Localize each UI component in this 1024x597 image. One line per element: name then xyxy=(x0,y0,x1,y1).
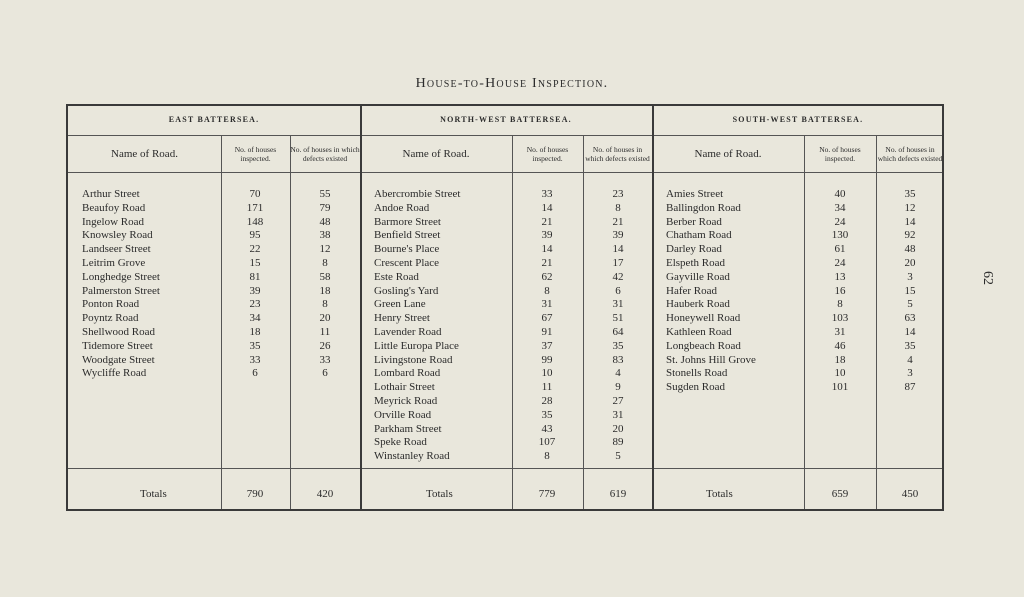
houses-inspected-value: 148 xyxy=(246,215,264,228)
column-header-road: Name of Road. xyxy=(111,147,178,160)
houses-inspected-value: 107 xyxy=(538,436,556,449)
houses-inspected-value: 130 xyxy=(831,229,849,242)
houses-inspected-value: 39 xyxy=(541,229,553,242)
houses-defects-value: 31 xyxy=(612,408,624,421)
houses-defects-value: 5 xyxy=(907,298,913,311)
road-name: Speke Road xyxy=(374,436,427,449)
houses-inspected-value: 99 xyxy=(541,353,553,366)
totals-label: Totals xyxy=(140,488,167,500)
table-row xyxy=(68,243,944,256)
houses-inspected-value: 95 xyxy=(249,229,261,242)
houses-defects-value: 35 xyxy=(904,188,916,200)
houses-inspected-value: 14 xyxy=(541,243,553,256)
table-row xyxy=(68,188,944,201)
table-row xyxy=(68,229,944,242)
road-name: Leitrim Grove xyxy=(82,257,146,269)
houses-inspected-value: 24 xyxy=(834,215,846,228)
houses-inspected-value: 15 xyxy=(249,257,261,269)
road-name: Longbeach Road xyxy=(666,339,741,352)
road-name: Orville Road xyxy=(374,408,432,421)
houses-defects-value: 39 xyxy=(612,229,624,242)
column-header-inspected: No. of houses inspected. xyxy=(819,144,861,163)
houses-inspected-value: 22 xyxy=(249,243,261,256)
road-name: Bourne's Place xyxy=(374,243,440,256)
road-name: Chatham Road xyxy=(666,229,732,242)
road-name: Lothair Street xyxy=(374,381,435,394)
houses-inspected-value: 13 xyxy=(834,270,846,283)
houses-inspected-value: 34 xyxy=(834,201,846,214)
road-name: Benfield Street xyxy=(374,229,441,242)
road-name: Lavender Road xyxy=(374,326,442,338)
houses-inspected-value: 33 xyxy=(541,188,553,200)
houses-inspected-value: 171 xyxy=(246,201,264,214)
road-name: Gayville Road xyxy=(666,270,730,283)
houses-defects-value: 21 xyxy=(612,215,624,228)
houses-defects-value: 27 xyxy=(612,395,624,407)
houses-inspected-value: 10 xyxy=(834,367,846,380)
houses-inspected-value: 91 xyxy=(541,326,553,338)
table-row xyxy=(68,202,944,215)
houses-defects-value: 23 xyxy=(612,188,624,200)
road-name: Woodgate Street xyxy=(82,353,155,366)
houses-defects-value: 83 xyxy=(612,353,624,366)
page-title: House-to-House Inspection. xyxy=(415,76,609,91)
houses-defects-value: 51 xyxy=(612,312,624,325)
houses-defects-value: 20 xyxy=(612,422,624,435)
houses-defects-value: 6 xyxy=(615,284,621,297)
road-name: Landseer Street xyxy=(82,243,151,256)
section-heading-south-west: SOUTH-WEST BATTERSEA. xyxy=(732,115,864,124)
houses-defects-value: 8 xyxy=(322,257,328,269)
houses-defects-value: 14 xyxy=(612,243,624,256)
houses-inspected-value: 67 xyxy=(541,312,553,325)
houses-inspected-value: 21 xyxy=(541,215,553,228)
houses-defects-value: 3 xyxy=(907,270,913,283)
houses-inspected-value: 34 xyxy=(249,312,261,325)
totals-label: Totals xyxy=(426,488,453,500)
road-name: Hafer Road xyxy=(666,284,718,297)
road-name: Andoe Road xyxy=(374,201,430,214)
houses-inspected-value: 8 xyxy=(544,284,550,297)
houses-defects-value: 18 xyxy=(319,284,331,297)
houses-defects-value: 8 xyxy=(322,298,328,311)
houses-inspected-value: 11 xyxy=(541,381,553,394)
houses-defects-value: 55 xyxy=(319,188,331,200)
road-name: Elspeth Road xyxy=(666,257,725,269)
road-name: Ponton Road xyxy=(82,298,140,311)
road-name: Sugden Road xyxy=(666,381,725,394)
houses-defects-value: 31 xyxy=(612,298,624,311)
houses-inspected-value: 24 xyxy=(834,257,846,269)
road-name: Arthur Street xyxy=(82,188,140,200)
section-heading-north-west: NORTH-WEST BATTERSEA. xyxy=(440,115,572,124)
houses-defects-value: 58 xyxy=(319,270,331,283)
houses-inspected-value: 31 xyxy=(834,326,846,338)
road-name: Darley Road xyxy=(666,243,722,256)
road-name: Barmore Street xyxy=(374,215,441,228)
houses-defects-value: 6 xyxy=(322,367,328,380)
totals-inspected: 790 xyxy=(246,488,264,500)
totals-label: Totals xyxy=(706,488,733,500)
houses-defects-value: 12 xyxy=(319,243,331,256)
road-name: Beaufoy Road xyxy=(82,201,146,214)
table-row xyxy=(68,395,944,408)
table-row xyxy=(68,354,944,367)
houses-inspected-value: 23 xyxy=(249,298,261,311)
road-name: Hauberk Road xyxy=(666,298,730,311)
houses-inspected-value: 103 xyxy=(831,312,849,325)
houses-inspected-value: 6 xyxy=(252,367,258,380)
road-name: Winstanley Road xyxy=(374,450,450,463)
houses-defects-value: 48 xyxy=(319,215,331,228)
road-name: Abercrombie Street xyxy=(374,188,461,200)
houses-defects-value: 92 xyxy=(904,229,916,242)
road-name: Knowsley Road xyxy=(82,229,153,242)
table-row xyxy=(68,326,944,339)
houses-inspected-value: 61 xyxy=(834,243,846,256)
road-name: Amies Street xyxy=(666,188,724,200)
houses-inspected-value: 14 xyxy=(541,201,553,214)
totals-defects: 619 xyxy=(609,488,627,500)
houses-defects-value: 35 xyxy=(904,339,916,352)
table-row xyxy=(68,271,944,284)
houses-defects-value: 20 xyxy=(319,312,331,325)
road-name: Poyntz Road xyxy=(82,312,139,325)
column-header-road: Name of Road. xyxy=(694,147,762,160)
houses-inspected-value: 101 xyxy=(831,381,849,394)
totals-inspected: 659 xyxy=(831,488,849,500)
column-header-inspected: No. of houses inspected. xyxy=(234,144,277,163)
road-name: Palmerston Street xyxy=(82,284,160,297)
column-head-divider xyxy=(68,172,942,173)
road-name: Green Lane xyxy=(374,298,426,311)
road-name: Little Europa Place xyxy=(374,339,459,352)
inspection-table xyxy=(66,104,944,511)
column-header-inspected: No. of houses inspected. xyxy=(526,144,569,163)
houses-inspected-value: 21 xyxy=(541,257,553,269)
houses-inspected-value: 8 xyxy=(837,298,843,311)
houses-defects-value: 4 xyxy=(907,353,913,366)
houses-inspected-value: 46 xyxy=(834,339,846,352)
houses-defects-value: 15 xyxy=(904,284,916,297)
houses-defects-value: 87 xyxy=(904,381,916,394)
houses-defects-value: 64 xyxy=(612,326,624,338)
table-row xyxy=(68,312,944,325)
section-heading-east: EAST BATTERSEA. xyxy=(168,115,260,124)
houses-inspected-value: 28 xyxy=(541,395,553,407)
column-header-defects: No. of houses in which defects existed xyxy=(585,144,650,163)
table-row xyxy=(68,298,944,311)
road-name: Ingelow Road xyxy=(82,215,145,228)
houses-defects-value: 20 xyxy=(904,257,916,269)
road-name: Honeywell Road xyxy=(666,312,741,325)
houses-defects-value: 42 xyxy=(612,270,624,283)
houses-defects-value: 14 xyxy=(904,326,916,338)
houses-defects-value: 38 xyxy=(319,229,331,242)
houses-inspected-value: 37 xyxy=(541,339,553,352)
houses-defects-value: 9 xyxy=(615,381,621,394)
houses-defects-value: 89 xyxy=(612,436,624,449)
houses-defects-value: 26 xyxy=(319,339,331,352)
road-name: Livingstone Road xyxy=(374,353,453,366)
road-name: Stonells Road xyxy=(666,367,728,380)
houses-inspected-value: 16 xyxy=(834,284,846,297)
column-header-defects: No. of houses in which defects existed xyxy=(877,144,943,163)
houses-defects-value: 11 xyxy=(319,326,331,338)
road-name: Longhedge Street xyxy=(82,270,160,283)
table-row xyxy=(68,436,944,449)
table-row xyxy=(68,257,944,270)
houses-inspected-value: 70 xyxy=(249,188,261,200)
houses-defects-value: 8 xyxy=(615,201,621,214)
table-row xyxy=(68,450,944,463)
houses-inspected-value: 33 xyxy=(249,353,261,366)
page-number: 62 xyxy=(980,271,995,285)
houses-defects-value: 17 xyxy=(612,257,624,269)
houses-inspected-value: 43 xyxy=(541,422,553,435)
road-name: Henry Street xyxy=(374,312,430,325)
table-row xyxy=(68,367,944,380)
table-row xyxy=(68,409,944,422)
houses-defects-value: 63 xyxy=(904,312,916,325)
totals-defects: 450 xyxy=(901,488,919,500)
houses-inspected-value: 31 xyxy=(541,298,553,311)
houses-defects-value: 48 xyxy=(904,243,916,256)
totals-inspected: 779 xyxy=(538,488,556,500)
road-name: Meyrick Road xyxy=(374,395,438,407)
houses-inspected-value: 35 xyxy=(249,339,261,352)
totals-defects: 420 xyxy=(316,488,334,500)
road-name: St. Johns Hill Grove xyxy=(666,353,756,366)
table-row xyxy=(68,285,944,298)
road-name: Este Road xyxy=(374,270,419,283)
houses-defects-value: 12 xyxy=(904,201,916,214)
houses-inspected-value: 40 xyxy=(834,188,846,200)
table-row xyxy=(68,216,944,229)
column-header-defects: No. of houses in which defects existed xyxy=(290,144,360,163)
table-row xyxy=(68,381,944,394)
column-header-road: Name of Road. xyxy=(402,147,470,160)
houses-inspected-value: 35 xyxy=(541,408,553,421)
road-name: Shellwood Road xyxy=(82,326,156,338)
road-name: Berber Road xyxy=(666,215,722,228)
road-name: Kathleen Road xyxy=(666,326,732,338)
road-name: Lombard Road xyxy=(374,367,441,380)
houses-defects-value: 14 xyxy=(904,215,916,228)
houses-defects-value: 5 xyxy=(615,450,621,463)
houses-defects-value: 33 xyxy=(319,353,331,366)
houses-inspected-value: 18 xyxy=(834,353,846,366)
houses-inspected-value: 18 xyxy=(249,326,261,338)
houses-inspected-value: 8 xyxy=(544,450,550,463)
houses-defects-value: 4 xyxy=(615,367,621,380)
table-row xyxy=(68,423,944,436)
road-name: Tidemore Street xyxy=(82,339,153,352)
road-name: Wycliffe Road xyxy=(82,367,147,380)
road-name: Parkham Street xyxy=(374,422,442,435)
houses-defects-value: 3 xyxy=(907,367,913,380)
houses-inspected-value: 62 xyxy=(541,270,553,283)
totals-divider xyxy=(68,468,942,469)
houses-inspected-value: 10 xyxy=(541,367,553,380)
road-name: Ballingdon Road xyxy=(666,201,741,214)
road-name: Gosling's Yard xyxy=(374,284,439,297)
houses-defects-value: 79 xyxy=(319,201,331,214)
houses-defects-value: 35 xyxy=(612,339,624,352)
houses-inspected-value: 81 xyxy=(249,270,261,283)
table-row xyxy=(68,340,944,353)
road-name: Crescent Place xyxy=(374,257,440,269)
houses-inspected-value: 39 xyxy=(249,284,261,297)
